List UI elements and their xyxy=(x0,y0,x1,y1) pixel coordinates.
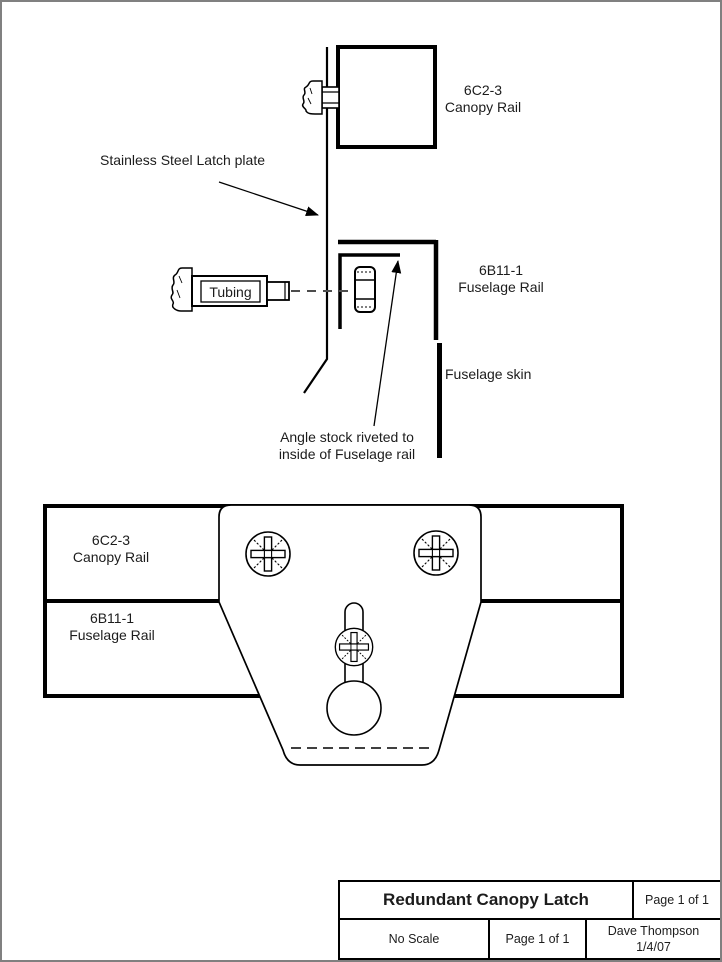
page-number-top: Page 1 of 1 xyxy=(645,893,709,907)
label-canopy-rail-section xyxy=(418,82,548,116)
label-fuselage-rail-section xyxy=(440,262,562,296)
screw-right-icon xyxy=(414,531,458,575)
drawing-title: Redundant Canopy Latch xyxy=(340,882,634,918)
drawing-canvas xyxy=(2,2,722,962)
latch-plate-leader-arrow xyxy=(219,182,318,215)
label-line: 6B11-1 xyxy=(478,262,524,278)
label-line: Fuselage Rail xyxy=(458,279,544,295)
screw-left-icon xyxy=(246,532,290,576)
author-name: Dave Thompson xyxy=(607,923,700,938)
nut-icon xyxy=(355,267,375,312)
label-fuselage-rail-bottom xyxy=(46,610,178,644)
bolt-head xyxy=(171,268,192,311)
side-view-diagram xyxy=(171,47,439,458)
keyhole-circle xyxy=(327,681,381,735)
label-fuselage-skin: Fuselage skin xyxy=(445,366,532,382)
label-line: 6C2-3 xyxy=(463,82,503,98)
label-tubing: Tubing xyxy=(209,283,252,300)
label-line: inside of Fuselage rail xyxy=(278,446,416,462)
label-line: 6C2-3 xyxy=(91,532,131,548)
label-canopy-rail-bottom xyxy=(46,532,176,566)
page-number-bottom: Page 1 of 1 xyxy=(490,920,587,958)
label-line: Fuselage Rail xyxy=(69,627,155,643)
drawing-date: 1/4/07 xyxy=(636,940,671,954)
top-screw-icon xyxy=(303,81,339,114)
author-date-cell xyxy=(587,920,720,958)
label-line: Canopy Rail xyxy=(72,549,150,565)
label-line: 6B11-1 xyxy=(89,610,135,626)
label-angle-stock xyxy=(264,429,430,463)
bolt-threaded-tip xyxy=(267,282,289,300)
label-latch-plate: Stainless Steel Latch plate xyxy=(100,152,265,168)
label-line: Angle stock riveted to xyxy=(280,429,414,445)
title-block-row-top xyxy=(340,882,720,920)
scale-note: No Scale xyxy=(340,920,490,958)
angle-stock-leader-arrow xyxy=(374,261,398,426)
title-block-row-bottom xyxy=(340,920,720,958)
title-block xyxy=(338,880,722,960)
screw-center-icon xyxy=(335,628,372,665)
label-line: Canopy Rail xyxy=(444,99,522,115)
